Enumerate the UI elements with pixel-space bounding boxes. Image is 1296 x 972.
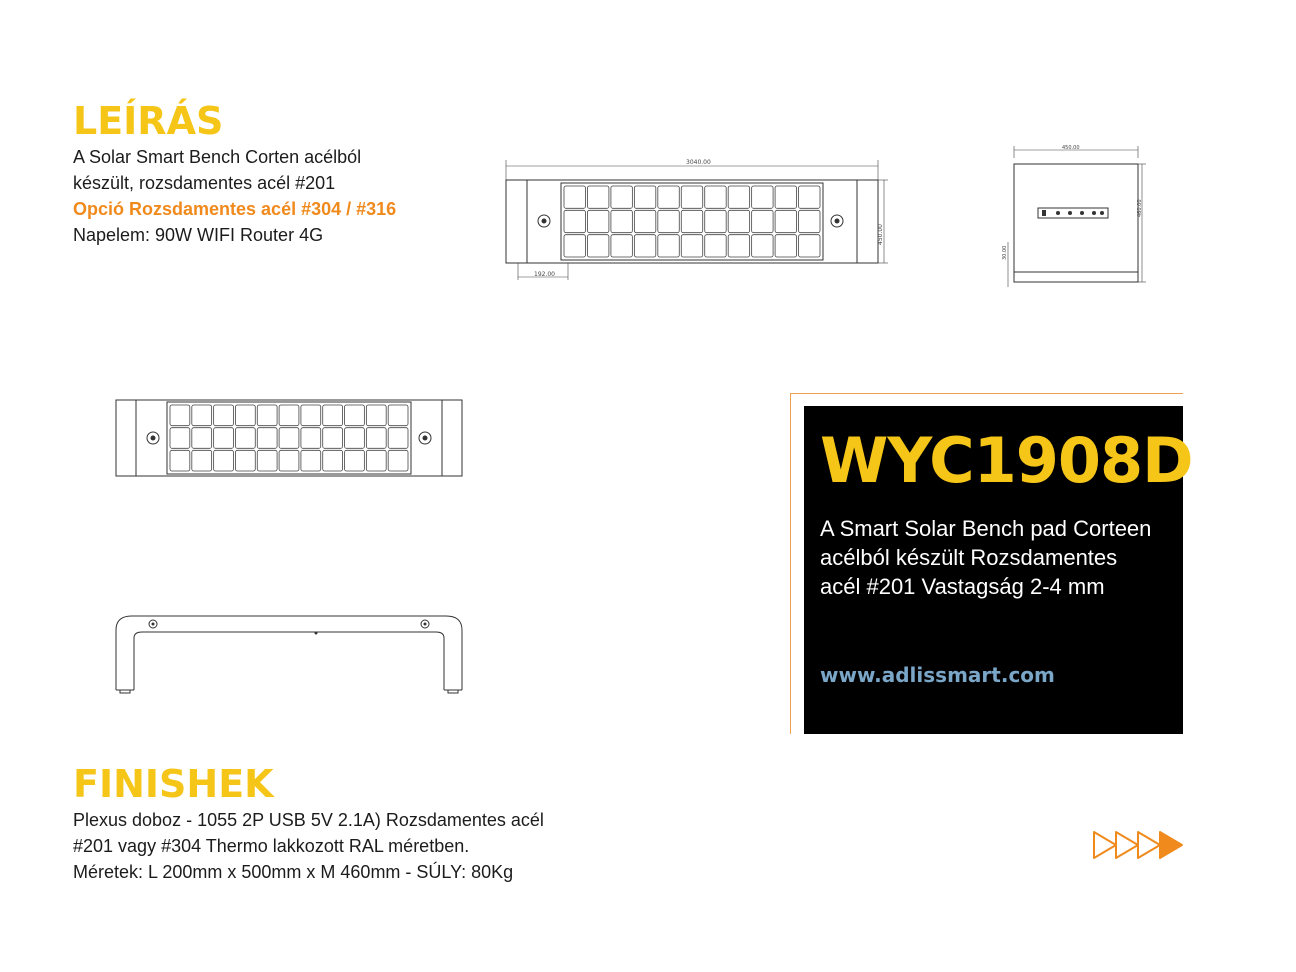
solar-cell — [388, 428, 408, 449]
dim-side-height-label: 460.00 — [1137, 199, 1143, 217]
option-line: Opció Rozsdamentes acél #304 / #316 — [73, 199, 397, 219]
solar-cell — [564, 235, 585, 257]
solar-cell — [192, 450, 212, 471]
product-description — [820, 514, 1170, 601]
solar-cell — [634, 210, 655, 232]
solar-cell — [634, 186, 655, 208]
solar-cell — [705, 210, 726, 232]
product-code: WYC1908D — [820, 424, 1193, 497]
solar-cell — [681, 186, 702, 208]
solar-cell — [214, 428, 234, 449]
finishes-text — [73, 807, 544, 885]
quadruple-right-arrow-icon[interactable] — [1092, 830, 1184, 860]
solar-cell — [323, 450, 343, 471]
solar-cell — [587, 186, 608, 208]
dim-offset-label: 192.00 — [534, 271, 555, 278]
solar-cell — [279, 450, 299, 471]
solar-cell — [799, 210, 820, 232]
solar-panel-line: Napelem: 90W WIFI Router 4G — [73, 225, 324, 245]
description-line-1: A Solar Smart Bench Corten acélból — [73, 147, 362, 167]
solar-cell — [366, 428, 386, 449]
solar-cell — [323, 428, 343, 449]
dim-height-label: 450.00 — [877, 224, 884, 245]
product-description-line-2: acélból készült Rozsdamentes — [820, 545, 1118, 570]
solar-cell — [611, 210, 632, 232]
bench-top-view-drawing — [112, 396, 468, 482]
solar-cell — [658, 186, 679, 208]
description-line-2: készült, rozsdamentes acél #201 — [73, 173, 336, 193]
dim-foot-label: 30.00 — [1002, 245, 1008, 260]
solar-cell — [634, 235, 655, 257]
solar-cell — [799, 235, 820, 257]
dim-width-label: 450.00 — [1062, 145, 1080, 151]
solar-cell — [705, 235, 726, 257]
card-frame-top — [790, 393, 1183, 394]
solar-cell — [564, 186, 585, 208]
finishes-heading: FINISHEK — [73, 762, 274, 806]
solar-cell — [611, 186, 632, 208]
solar-cell — [775, 186, 796, 208]
solar-cell — [170, 450, 190, 471]
description-text — [73, 144, 396, 248]
solar-cell — [587, 210, 608, 232]
solar-panel-grid-2 — [170, 405, 408, 471]
solar-cell — [587, 235, 608, 257]
solar-cell — [192, 405, 212, 426]
solar-cell — [388, 405, 408, 426]
solar-cell — [681, 210, 702, 232]
solar-cell — [799, 186, 820, 208]
solar-cell — [301, 428, 321, 449]
solar-cell — [775, 210, 796, 232]
solar-cell — [235, 405, 255, 426]
solar-cell — [681, 235, 702, 257]
solar-cell — [279, 428, 299, 449]
solar-cell — [257, 450, 277, 471]
product-description-line-1: A Smart Solar Bench pad Corteen — [820, 516, 1152, 541]
solar-cell — [388, 450, 408, 471]
solar-cell — [257, 405, 277, 426]
product-card — [804, 406, 1193, 734]
solar-cell — [775, 235, 796, 257]
solar-cell — [170, 428, 190, 449]
card-frame-left — [790, 393, 791, 734]
bench-top-view-dimensioned-drawing — [496, 150, 896, 285]
solar-cell — [752, 210, 773, 232]
solar-cell — [279, 405, 299, 426]
solar-cell — [705, 186, 726, 208]
solar-cell — [170, 405, 190, 426]
solar-cell — [345, 428, 365, 449]
solar-cell — [301, 450, 321, 471]
bench-front-view-drawing — [112, 610, 468, 696]
solar-cell — [728, 235, 749, 257]
dim-length-label: 3040.00 — [686, 159, 711, 166]
solar-cell — [301, 405, 321, 426]
product-description-line-3: acél #201 Vastagság 2-4 mm — [820, 574, 1105, 599]
description-heading: LEÍRÁS — [73, 99, 224, 143]
website-link[interactable]: www.adlissmart.com — [820, 663, 1055, 687]
bench-side-view-drawing — [998, 142, 1158, 292]
solar-cell — [214, 405, 234, 426]
solar-cell — [728, 210, 749, 232]
solar-cell — [366, 405, 386, 426]
solar-cell — [366, 450, 386, 471]
solar-cell — [564, 210, 585, 232]
solar-cell — [752, 186, 773, 208]
solar-cell — [752, 235, 773, 257]
solar-cell — [235, 450, 255, 471]
solar-cell — [235, 428, 255, 449]
solar-cell — [257, 428, 277, 449]
solar-cell — [192, 428, 212, 449]
finishes-line-2: #201 vagy #304 Thermo lakkozott RAL méretben. — [73, 836, 470, 856]
solar-cell — [323, 405, 343, 426]
finishes-line-3: Méretek: L 200mm x 500mm x M 460mm - SÚLY: 80Kg — [73, 862, 514, 882]
finishes-line-1: Plexus doboz - 1055 2P USB 5V 2.1A) Rozsdamentes acél — [73, 810, 544, 830]
solar-cell — [345, 450, 365, 471]
solar-cell — [611, 235, 632, 257]
solar-cell — [214, 450, 234, 471]
solar-cell — [658, 235, 679, 257]
solar-cell — [345, 405, 365, 426]
solar-panel-grid — [564, 186, 820, 257]
solar-cell — [728, 186, 749, 208]
solar-cell — [658, 210, 679, 232]
